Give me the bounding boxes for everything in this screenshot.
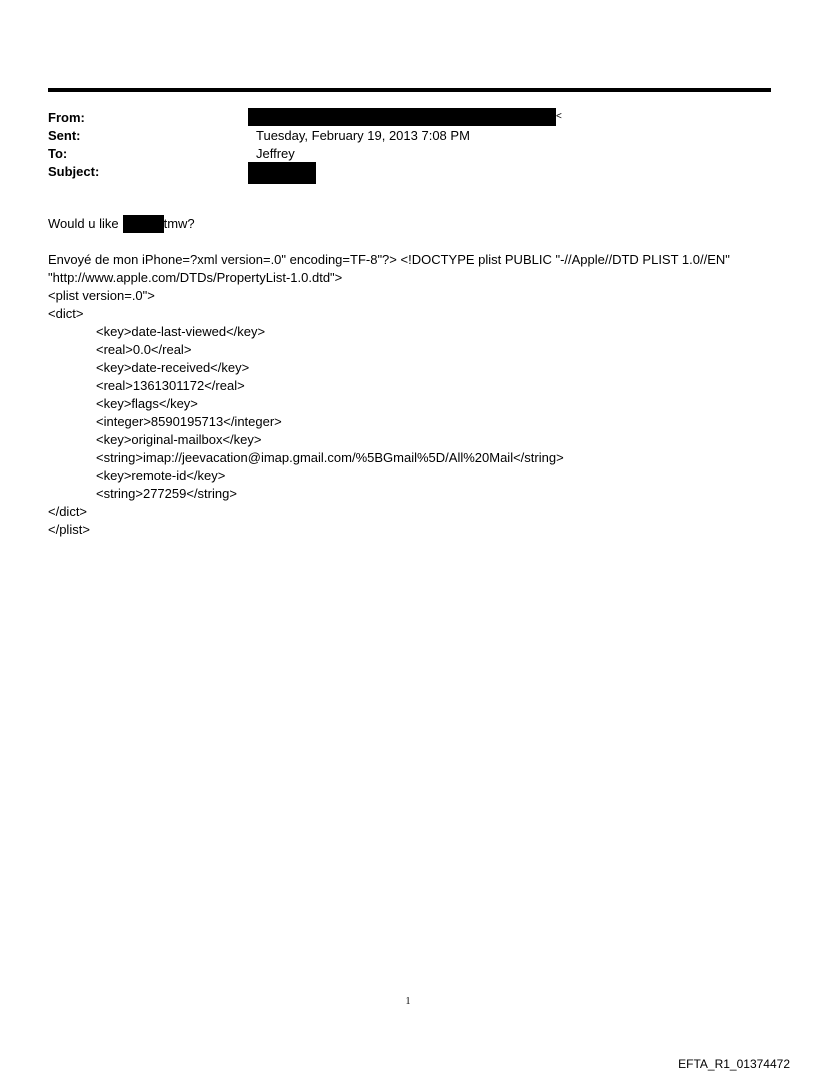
sent-label: Sent: [48,128,81,143]
dict-line: <key>date-last-viewed</key> [96,324,266,339]
dict-line: <key>original-mailbox</key> [96,432,262,447]
dict-line: <real>1361301172</real> [96,378,245,393]
email-header [48,109,748,181]
close-plist-line: </plist> [48,522,90,537]
greeting-line [48,215,788,233]
from-row [48,109,748,127]
subject-row [48,163,748,181]
subject-label: Subject: [48,164,100,179]
to-label: To: [48,146,68,161]
email-body [48,215,788,539]
body-redaction [123,215,164,233]
body-line-1: Envoyé de mon iPhone=?xml version=.0" encoding=TF-8"?> <!DOCTYPE plist PUBLIC "-//Apple//DTD PLIST 1.0//EN" [48,252,730,267]
from-tick: < [556,111,562,122]
greeting-before: Would u like [48,216,119,231]
dict-line: <key>remote-id</key> [96,468,226,483]
to-value: Jeffrey [256,146,295,161]
body-line-2: "http://www.apple.com/DTDs/PropertyList-1.0.dtd"> [48,270,343,285]
body-line-3: <plist version=.0"> [48,288,155,303]
dict-line: <real>0.0</real> [96,342,192,357]
body-line-4: <dict> [48,306,84,321]
page-number: 1 [405,996,411,1007]
header-rule [48,88,771,92]
close-dict-line: </dict> [48,504,88,519]
dict-line: <integer>8590195713</integer> [96,414,282,429]
bates-number: EFTA_R1_01374472 [678,1057,790,1071]
dict-line: <key>flags</key> [96,396,198,411]
dict-line: <key>date-received</key> [96,360,250,375]
from-redaction [248,108,556,126]
dict-line: <string>277259</string> [96,486,237,501]
greeting-after: tmw? [163,216,195,231]
sent-row [48,127,748,145]
subject-redaction [248,162,316,184]
to-row [48,145,748,163]
dict-line: <string>imap://jeevacation@imap.gmail.com/%5BGmail%5D/All%20Mail</string> [96,450,564,465]
sent-value: Tuesday, February 19, 2013 7:08 PM [256,128,470,143]
spacer [48,233,788,251]
from-label: From: [48,110,85,125]
